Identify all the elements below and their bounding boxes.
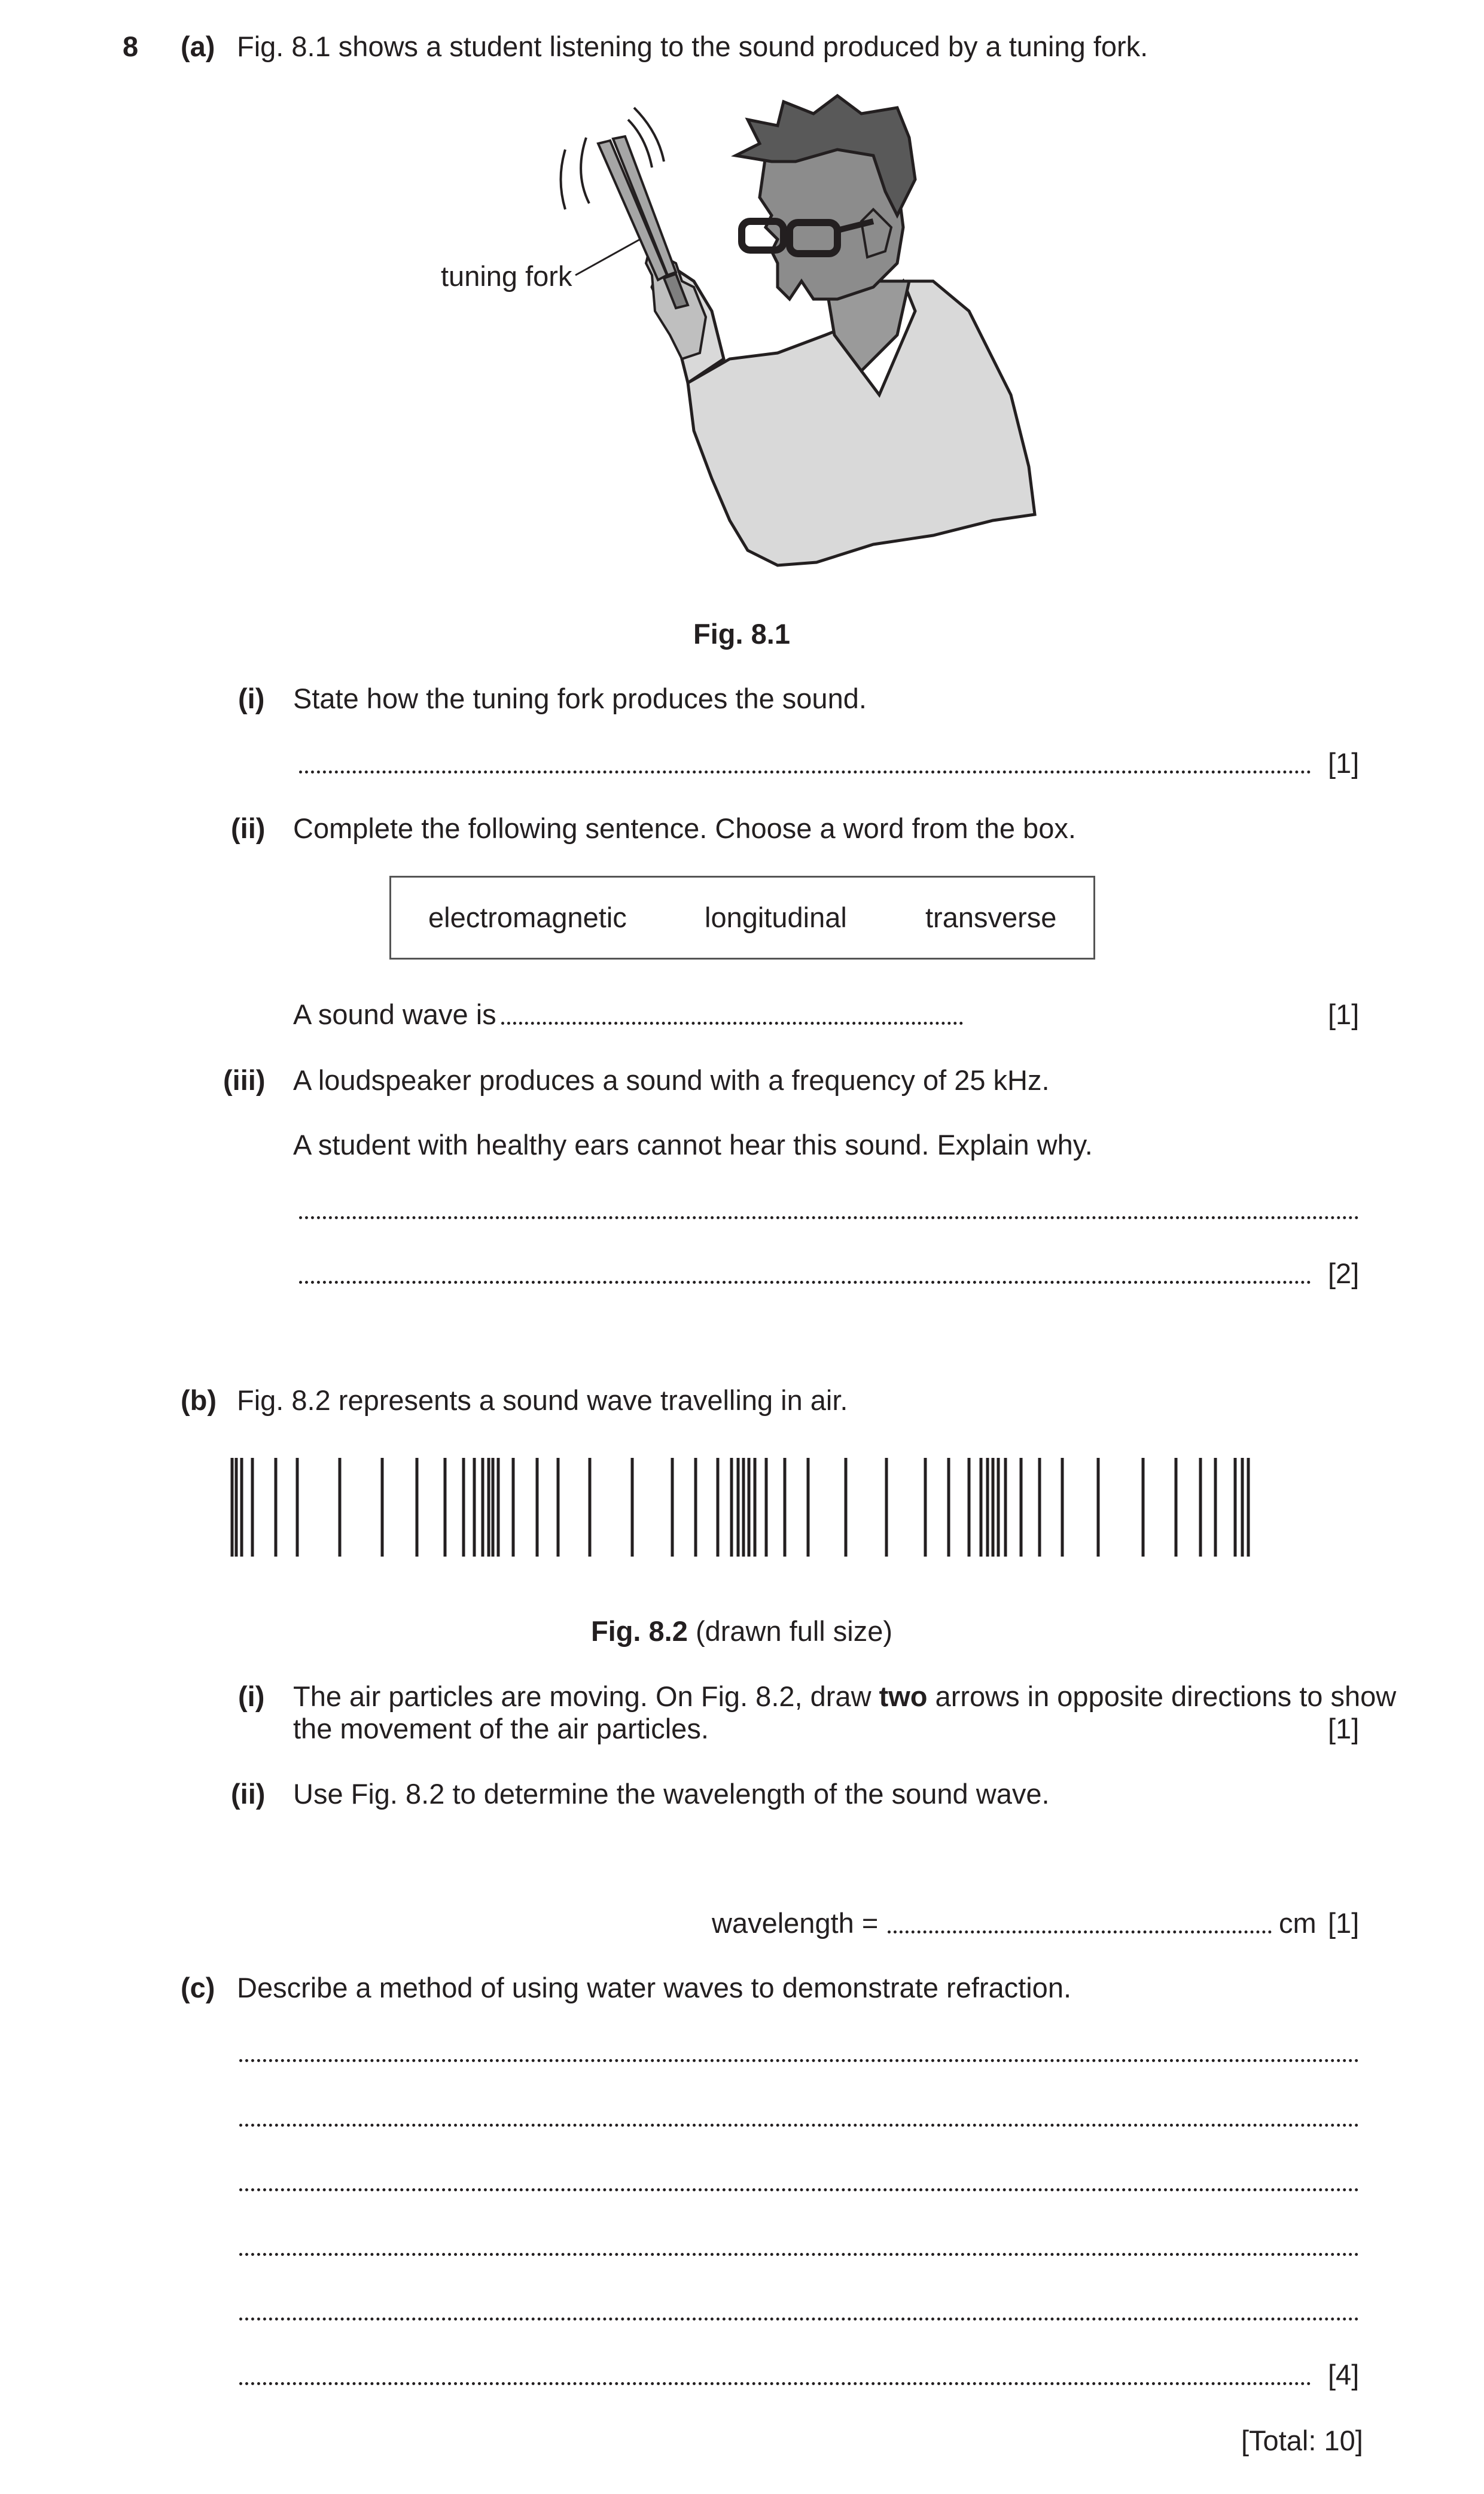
fig-8-2-caption-bold: Fig. 8.2 (590, 1615, 688, 1647)
part-a-iii-text1: A loudspeaker produces a sound with a frequency of 25 kHz. (293, 1064, 1050, 1096)
part-b-i-marks: [1] (1328, 1713, 1360, 1744)
answer-line-c-6[interactable] (239, 2382, 1311, 2385)
answer-line-c-5[interactable] (239, 2318, 1359, 2321)
answer-line-c-1[interactable] (239, 2059, 1359, 2062)
part-a-label: (a) (181, 31, 215, 62)
part-b-ii-label: (ii) (231, 1778, 266, 1810)
part-c-marks: [4] (1328, 2359, 1360, 2391)
fig-8-2-caption-rest: (drawn full size) (687, 1615, 893, 1647)
part-b-ii-text: Use Fig. 8.2 to determine the wavelength of the sound wave. (293, 1778, 1050, 1810)
part-b-intro: Fig. 8.2 represents a sound wave travelling in air. (237, 1384, 848, 1416)
part-b-i-text-line2: the movement of the air particles. (293, 1713, 709, 1744)
total-marks: [Total: 10] (1241, 2425, 1363, 2456)
part-b-label: (b) (181, 1384, 217, 1416)
word-electromagnetic: electromagnetic (428, 902, 627, 933)
part-a-intro: Fig. 8.1 shows a student listening to the sound produced by a tuning fork. (237, 31, 1148, 62)
part-b-i-text-b: arrows in opposite directions to show (927, 1680, 1397, 1712)
part-a-i-marks: [1] (1328, 747, 1360, 779)
part-a-iii-text2: A student with healthy ears cannot hear this sound. Explain why. (293, 1129, 1093, 1161)
answer-line-c-2[interactable] (239, 2124, 1359, 2127)
word-transverse: transverse (925, 902, 1057, 933)
part-a-ii-text: Complete the following sentence. Choose a word from the box. (293, 812, 1076, 844)
part-a-ii-marks: [1] (1328, 998, 1360, 1030)
fig-8-2-caption (591, 1615, 892, 1648)
part-a-i-text: State how the tuning fork produces the sound. (293, 683, 867, 714)
part-b-ii-marks: [1] (1328, 1907, 1360, 1939)
part-b-i-text-bold: two (879, 1680, 928, 1712)
part-a-iii-marks: [2] (1328, 1257, 1360, 1289)
fig-8-1-caption: Fig. 8.1 (693, 618, 790, 650)
answer-line-wavelength[interactable] (888, 1930, 1272, 1933)
tuning-fork-label: tuning fork (441, 260, 572, 292)
sentence-sound-wave-is: A sound wave is (293, 998, 496, 1030)
part-b-i-label: (i) (238, 1680, 265, 1712)
wavelength-unit: cm (1279, 1907, 1317, 1939)
part-c-text: Describe a method of using water waves to demonstrate refraction. (237, 1972, 1072, 2003)
question-number: 8 (123, 31, 139, 62)
part-b-i-text-a: The air particles are moving. On Fig. 8.2, draw (293, 1680, 879, 1712)
part-a-i-label: (i) (238, 683, 265, 714)
wavelength-label: wavelength = (712, 1907, 879, 1939)
word-longitudinal: longitudinal (705, 902, 847, 933)
part-c-label: (c) (181, 1972, 215, 2003)
part-a-ii-label: (ii) (231, 812, 266, 844)
answer-line-c-3[interactable] (239, 2188, 1359, 2191)
answer-line-c-4[interactable] (239, 2253, 1359, 2256)
part-a-iii-label: (iii) (223, 1064, 266, 1096)
part-b-i-text (293, 1680, 1396, 1713)
